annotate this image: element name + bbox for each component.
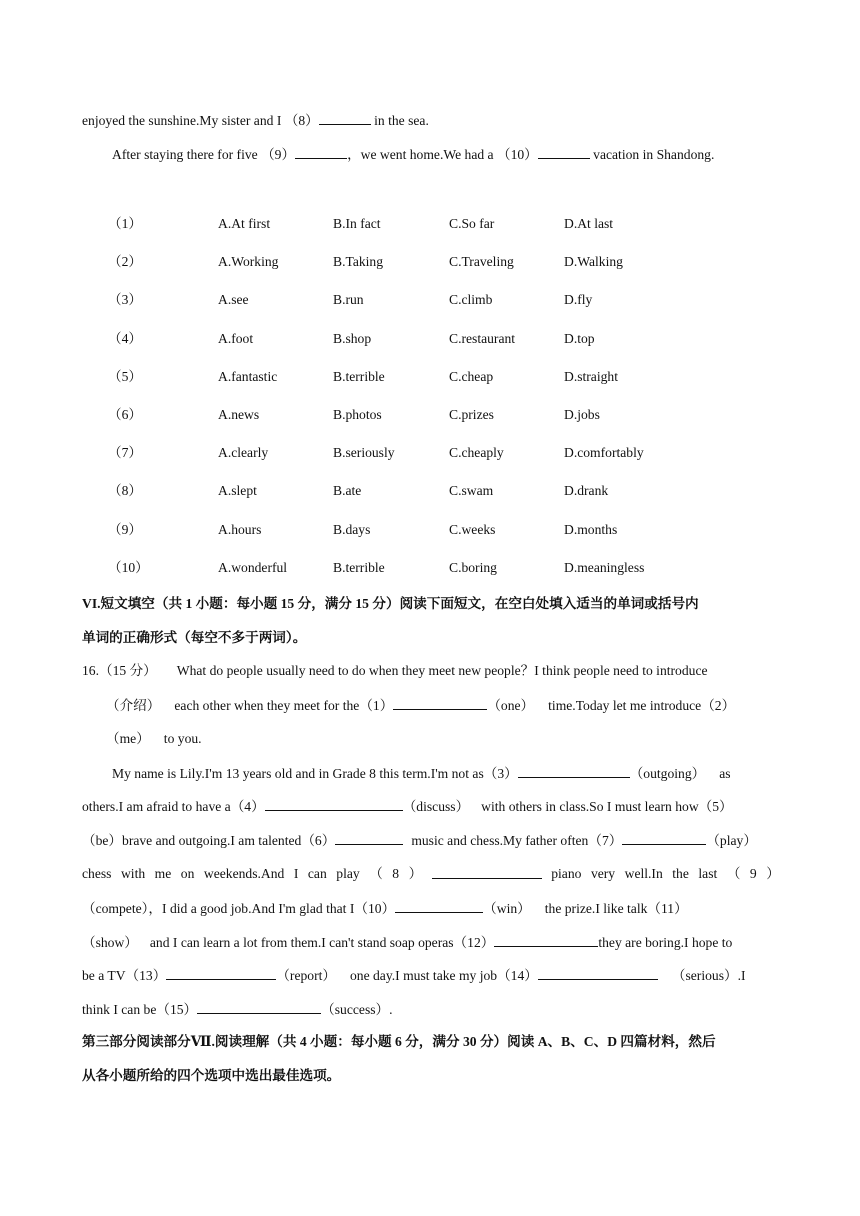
section-6-heading bbox=[82, 628, 780, 648]
word: （ bbox=[369, 866, 383, 881]
option-d[interactable]: D.fly bbox=[564, 292, 593, 308]
option-row bbox=[0, 405, 860, 425]
heading-text: VI.短文填空（共 1 小题：每小题 15 分，满分 15 分）阅读下面短文，在空白处填入适当的单词或括号内 bbox=[82, 596, 699, 611]
option-c[interactable]: C.prizes bbox=[449, 407, 494, 422]
hint-text: （show） bbox=[82, 935, 138, 950]
word: can bbox=[307, 866, 327, 881]
option-number: （2） bbox=[108, 254, 142, 270]
answer-blank[interactable] bbox=[538, 144, 590, 159]
hint-text: （介绍） bbox=[106, 698, 161, 713]
option-a[interactable]: A.foot bbox=[218, 330, 254, 346]
hint-text: （one） bbox=[487, 698, 535, 713]
q16-line-8 bbox=[82, 898, 780, 919]
option-number: （7） bbox=[108, 445, 142, 461]
part-3-heading bbox=[82, 1066, 780, 1086]
q16-line-11 bbox=[82, 999, 780, 1020]
answer-blank[interactable] bbox=[393, 695, 487, 710]
hint-text: （report） bbox=[276, 968, 336, 983]
q16-line-1 bbox=[82, 661, 780, 681]
word: piano bbox=[551, 866, 582, 881]
word: ） bbox=[766, 866, 780, 881]
option-c[interactable]: C.swam bbox=[449, 483, 494, 499]
option-row bbox=[0, 290, 860, 310]
option-c[interactable]: C.cheap bbox=[449, 368, 494, 384]
word: me bbox=[154, 866, 172, 881]
option-number: （3） bbox=[108, 292, 142, 308]
option-b[interactable]: B.In fact bbox=[333, 216, 381, 231]
option-c[interactable]: C.climb bbox=[449, 292, 493, 308]
answer-blank[interactable] bbox=[197, 999, 321, 1014]
option-b[interactable]: B.run bbox=[333, 292, 364, 308]
word: very bbox=[590, 866, 616, 881]
passage-line-1 bbox=[82, 110, 780, 131]
passage-text: in the sea. bbox=[370, 113, 429, 128]
question-text: think I can be（15） bbox=[82, 1002, 198, 1017]
option-number: （5） bbox=[108, 368, 142, 384]
word: with bbox=[120, 866, 146, 881]
option-row bbox=[0, 520, 860, 540]
question-text: be a TV（13） bbox=[82, 968, 167, 983]
option-d[interactable]: D.top bbox=[564, 330, 595, 346]
q16-line-4 bbox=[112, 763, 780, 784]
option-number: （4） bbox=[108, 330, 142, 346]
option-a[interactable]: A.news bbox=[218, 407, 260, 422]
answer-blank[interactable] bbox=[319, 110, 371, 125]
question-text: one day.I must take my job（14） bbox=[349, 968, 538, 983]
passage-text: ，we went home.We had a （10） bbox=[347, 147, 538, 162]
option-a[interactable]: A.slept bbox=[218, 483, 257, 499]
option-a[interactable]: A.Working bbox=[218, 254, 279, 270]
option-c[interactable]: C.weeks bbox=[449, 521, 496, 537]
question-text: What do people usually need to do when they meet new people？I think people need to introduce bbox=[176, 663, 708, 678]
question-text: My name is Lily.I'm 13 years old and in Grade 8 this term.I'm not as（3） bbox=[112, 766, 518, 781]
option-a[interactable]: A.hours bbox=[218, 521, 262, 537]
word: last bbox=[698, 866, 718, 881]
word: on bbox=[180, 866, 195, 881]
word: weekends.And bbox=[203, 866, 285, 881]
answer-blank[interactable] bbox=[265, 796, 403, 811]
hint-text: （discuss） bbox=[402, 799, 470, 814]
option-number: （9） bbox=[108, 521, 142, 537]
passage-text: enjoyed the sunshine.My sister and I （8） bbox=[82, 113, 319, 128]
option-c[interactable]: C.cheaply bbox=[449, 445, 504, 461]
word: I bbox=[293, 866, 299, 881]
option-b[interactable]: B.terrible bbox=[333, 559, 385, 575]
option-number: （6） bbox=[108, 407, 142, 422]
question-text: music and chess.My father often（7） bbox=[411, 833, 623, 848]
option-row bbox=[0, 252, 860, 272]
word: chess bbox=[82, 866, 112, 881]
passage-text: vacation in Shandong. bbox=[589, 147, 715, 162]
question-text: as bbox=[719, 766, 731, 781]
option-d[interactable]: D.meaningless bbox=[564, 559, 645, 575]
question-text: with others in class.So I must learn how（5） bbox=[481, 799, 733, 814]
option-b[interactable]: B.shop bbox=[333, 330, 372, 346]
answer-blank[interactable] bbox=[432, 864, 542, 879]
hint-text: （outgoing） bbox=[629, 766, 706, 781]
question-text: time.Today let me introduce（2） bbox=[548, 698, 736, 713]
hint-text: （success）. bbox=[321, 1002, 393, 1017]
option-c[interactable]: C.So far bbox=[449, 216, 495, 231]
option-a[interactable]: A.At first bbox=[218, 216, 271, 231]
option-b[interactable]: B.Taking bbox=[333, 254, 384, 270]
option-d[interactable]: D.comfortably bbox=[564, 445, 644, 461]
option-a[interactable]: A.clearly bbox=[218, 445, 269, 461]
word: ） bbox=[408, 866, 423, 881]
option-row bbox=[0, 443, 860, 463]
option-a[interactable]: A.see bbox=[218, 292, 249, 308]
option-d[interactable]: D.At last bbox=[564, 216, 614, 231]
question-text: each other when they meet for the（1） bbox=[174, 698, 394, 713]
word: play bbox=[336, 866, 360, 881]
question-text: they are boring.I hope to bbox=[598, 935, 733, 950]
word: 8 bbox=[392, 866, 400, 881]
option-a[interactable]: A.fantastic bbox=[218, 368, 278, 384]
hint-text: （win） bbox=[483, 901, 531, 916]
answer-blank[interactable] bbox=[335, 830, 403, 845]
question-text: the prize.I like talk（11） bbox=[544, 901, 688, 916]
answer-blank[interactable] bbox=[295, 144, 347, 159]
question-text: to you. bbox=[163, 731, 202, 746]
question-text: （compete），I did a good job.And I'm glad that I（10） bbox=[82, 901, 396, 916]
option-a[interactable]: A.wonderful bbox=[218, 559, 288, 575]
option-c[interactable]: C.restaurant bbox=[449, 330, 516, 346]
option-d[interactable]: D.Walking bbox=[564, 254, 623, 270]
answer-blank[interactable] bbox=[538, 965, 658, 980]
q16-line-6 bbox=[82, 830, 780, 851]
question-text: others.I am afraid to have a（4） bbox=[82, 799, 265, 814]
hint-text: （play） bbox=[706, 833, 757, 848]
option-number: （10） bbox=[108, 559, 149, 575]
option-b[interactable]: B.photos bbox=[333, 407, 382, 422]
q16-line-7 bbox=[82, 864, 780, 884]
passage-line-2 bbox=[112, 144, 780, 165]
question-text: and I can learn a lot from them.I can't stand soap operas（12） bbox=[149, 935, 495, 950]
answer-blank[interactable] bbox=[622, 830, 706, 845]
option-number: （8） bbox=[108, 483, 142, 499]
option-b[interactable]: B.terrible bbox=[333, 368, 385, 384]
hint-text: （me） bbox=[106, 731, 150, 746]
answer-blank[interactable] bbox=[494, 932, 598, 947]
q16-line-9 bbox=[82, 932, 780, 953]
question-number: 16.（15 分） bbox=[82, 663, 157, 678]
answer-blank[interactable] bbox=[518, 763, 630, 778]
passage-text: After staying there for five （9） bbox=[112, 147, 296, 162]
word: 9 bbox=[749, 866, 757, 881]
heading-text: 从各小题所给的四个选项中选出最佳选项。 bbox=[82, 1068, 341, 1083]
heading-text: 第三部分阅读部分Ⅶ.阅读理解（共 4 小题：每小题 6 分，满分 30 分）阅读 A、B、C、D 四篇材料，然后 bbox=[82, 1034, 716, 1049]
answer-blank[interactable] bbox=[395, 898, 483, 913]
part-3-heading bbox=[82, 1032, 780, 1052]
option-row bbox=[0, 558, 860, 578]
option-number: （1） bbox=[108, 216, 142, 231]
option-d[interactable]: D.jobs bbox=[564, 407, 600, 422]
word: （ bbox=[726, 866, 741, 881]
option-b[interactable]: B.days bbox=[333, 521, 371, 537]
option-c[interactable]: C.boring bbox=[449, 559, 497, 575]
q16-line-5 bbox=[82, 796, 780, 817]
q16-line-2 bbox=[106, 695, 780, 716]
q16-line-3 bbox=[106, 729, 780, 749]
option-d[interactable]: D.straight bbox=[564, 368, 618, 384]
option-row bbox=[0, 367, 860, 387]
option-d[interactable]: D.months bbox=[564, 521, 618, 537]
heading-text: 单词的正确形式（每空不多于两词）。 bbox=[82, 630, 307, 645]
option-c[interactable]: C.Traveling bbox=[449, 254, 514, 270]
option-row bbox=[0, 214, 860, 234]
option-row bbox=[0, 481, 860, 501]
option-row bbox=[0, 329, 860, 349]
answer-blank[interactable] bbox=[166, 965, 276, 980]
hint-text: （serious）.I bbox=[671, 968, 746, 983]
section-6-heading bbox=[82, 594, 780, 614]
word: well.In bbox=[624, 866, 663, 881]
option-b[interactable]: B.seriously bbox=[333, 445, 395, 461]
option-d[interactable]: D.drank bbox=[564, 483, 609, 499]
option-b[interactable]: B.ate bbox=[333, 483, 362, 499]
question-text: （be）brave and outgoing.I am talented（6） bbox=[82, 833, 336, 848]
word: the bbox=[672, 866, 689, 881]
q16-line-10 bbox=[82, 965, 780, 986]
